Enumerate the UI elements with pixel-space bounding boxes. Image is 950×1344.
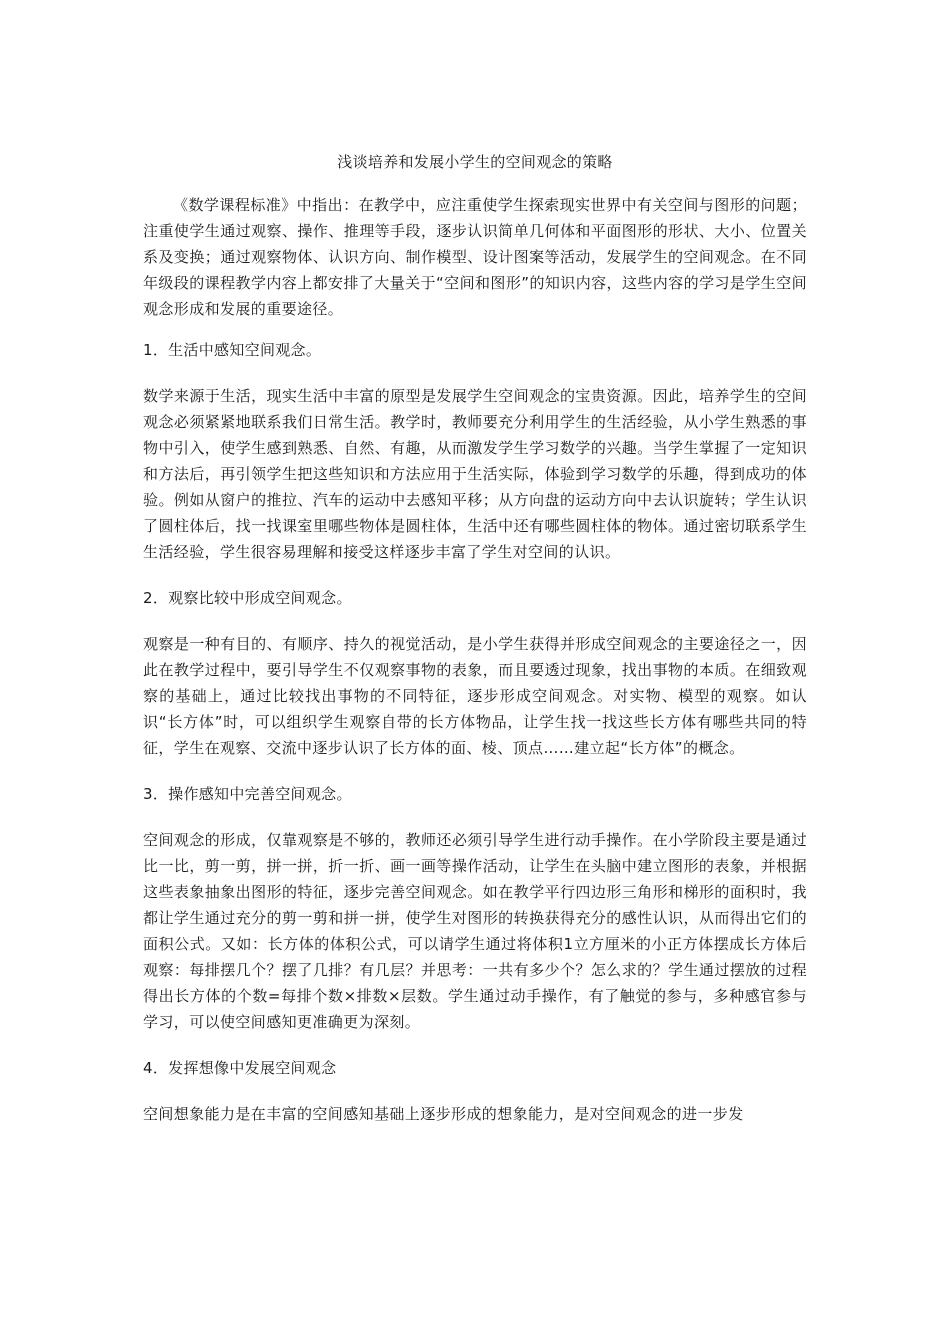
section-2-body: 观察是一种有目的、有顺序、持久的视觉活动，是小学生获得并形成空间观念的主要途径之一，因此在教学过程中，要引导学生不仅观察事物的表象，而且要透过现象，找出事物的本质。在细致观察的基础上，通过比较找出事物的不同特征，逐步形成空间观念。对实物、模型的观察。如认识“长方体”时，可以组织学生观察自带的长方体物品，让学生找一找这些长方体有哪些共同的特征，学生在观察、交流中逐步认识了长方体的面、棱、顶点……建立起“长方体”的概念。: [143, 635, 807, 757]
section-1-body: 数学来源于生活，现实生活中丰富的原型是发展学生空间观念的宝贵资源。因此，培养学生的空间观念必须紧紧地联系我们日常生活。教学时，教师要充分利用学生的生活经验，从小学生熟悉的事物中引入，使学生感到熟悉、自然、有趣，从而激发学生学习数学的兴趣。当学生掌握了一定知识和方法后，再引领学生把这些知识和方法应用于生活实际，体验到学习数学的乐趣，得到成功的体验。例如从窗户的推拉、汽车的运动中去感知平移；从方向盘的运动方向中去认识旋转；学生认识了圆柱体后，找一找课室里哪些物体是圆柱体，生活中还有哪些圆柱体的物体。通过密切联系学生生活经验，学生很容易理解和接受这样逐步丰富了学生对空间的认识。: [143, 387, 807, 561]
spacer: [143, 322, 807, 337]
spacer: [143, 761, 807, 781]
section-2-heading: 2．观察比较中形成空间观念。: [143, 589, 352, 607]
section-4-heading: 4．发挥想像中发展空间观念: [143, 1059, 337, 1077]
section-1-heading: 1．生活中感知空间观念。: [143, 341, 322, 359]
section-3-heading: 3．操作感知中完善空间观念。: [143, 785, 352, 803]
document-page: [143, 150, 807, 1127]
spacer: [143, 363, 807, 383]
spacer: [143, 807, 807, 827]
document-title: 浅谈培养和发展小学生的空间观念的策略: [337, 153, 613, 171]
spacer: [143, 1035, 807, 1055]
section-4-body: 空间想象能力是在丰富的空间感知基础上逐步形成的想象能力，是对空间观念的进一步发: [143, 1105, 744, 1123]
spacer: [143, 611, 807, 631]
spacer: [143, 1081, 807, 1101]
spacer: [143, 565, 807, 585]
intro-paragraph: 《数学课程标准》中指出：在教学中，应注重使学生探索现实世界中有关空间与图形的问题；注重使学生通过观察、操作、推理等手段，逐步认识简单几何体和平面图形的形状、大小、位置关系及变换；通过观察物体、认识方向、制作模型、设计图案等活动，发展学生的空间观念。在不同年级段的课程教学内容上都安排了大量关于“空间和图形”的知识内容，这些内容的学习是学生空间观念形成和发展的重要途径。: [143, 196, 807, 318]
section-3-body: 空间观念的形成，仅靠观察是不够的，教师还必须引导学生进行动手操作。在小学阶段主要是通过比一比，剪一剪，拼一拼，折一折、画一画等操作活动，让学生在头脑中建立图形的表象，并根据这些表象抽象出图形的特征，逐步完善空间观念。如在教学平行四边形三角形和梯形的面积时，我都让学生通过充分的剪一剪和拼一拼，使学生对图形的转换获得充分的感性认识，从而得出它们的面积公式。又如：长方体的体积公式，可以请学生通过将体积1立方厘米的小正方体摆成长方体后观察：每排摆几个？摆了几排？有几层？并思考：一共有多少个？怎么求的？学生通过摆放的过程得出长方体的个数=每排个数×排数×层数。学生通过动手操作，有了触觉的参与，多种感官参与学习，可以使空间感知更准确更为深刻。: [143, 831, 807, 1031]
